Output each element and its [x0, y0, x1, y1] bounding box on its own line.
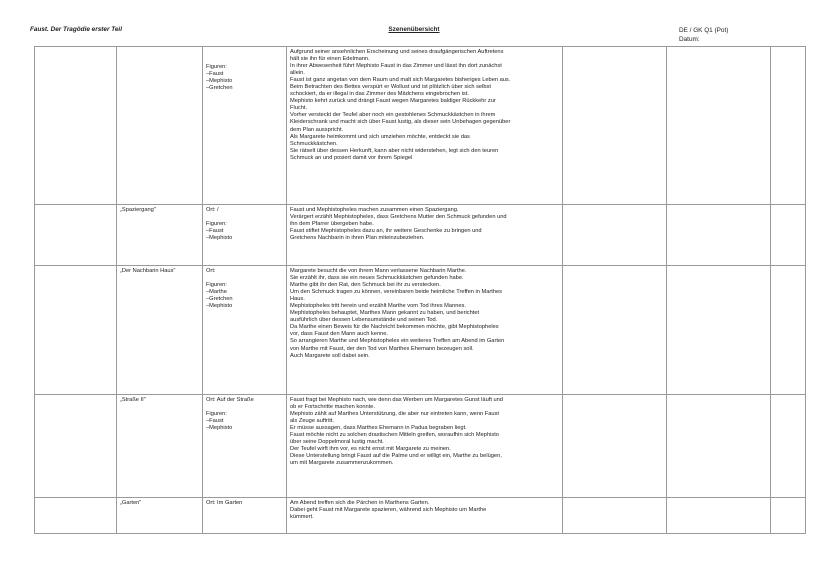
table-row	[35, 205, 806, 266]
notes-cell-3	[771, 266, 806, 395]
notes-cell-2	[667, 47, 771, 205]
course-label: DE / GK Q1 (Pot)	[679, 27, 729, 34]
figures-label: Figuren:	[206, 282, 227, 289]
place-label: Ort: Auf der Straße	[206, 397, 254, 403]
spacer	[206, 214, 283, 221]
notes-cell-2	[667, 498, 771, 534]
content-line: Sie rätselt über dessen Herkunft, kann aber nicht widerstehen, legt sich den teuren	[290, 147, 499, 154]
figures-label: Figuren:	[206, 64, 227, 70]
content-line: Flucht.	[290, 105, 308, 112]
table-row	[35, 498, 806, 534]
notes-cell-2	[667, 266, 771, 395]
scene-table	[34, 46, 806, 534]
content-line: hält sie ihn für einen Edelmann.	[290, 56, 370, 63]
content-line: Faust stiftet Mephistopheles dazu an, ihr weitere Geschenke zu bringen und	[290, 228, 482, 235]
content-line: Sie erzählt ihr, dass sie ein neues Schmuckkästchen gefunden habe.	[290, 275, 464, 282]
content-line: Haus.	[290, 296, 305, 303]
place-figures-cell	[203, 498, 287, 534]
content-line: Dabei geht Faust mit Margarete spazieren, während sich Mephisto um Marthe	[290, 507, 487, 514]
content-line: Verärgert erzählt Mephistopheles, dass Gretchens Mutter den Schmuck gefunden und	[290, 214, 507, 221]
notes-cell-2	[667, 205, 771, 266]
content-line: kümmert.	[290, 514, 314, 521]
content-line: Da Marthe einen Beweis für die Nachricht bekommen möchte, gibt Mephistopheles	[290, 324, 499, 331]
content-line: Mephisto zählt auf Marthes Unterstützung, die aber nur eintreten kann, wenn Faust	[290, 411, 499, 418]
figure-item: –Mephisto	[206, 303, 233, 310]
figure-item: –Faust	[206, 228, 224, 235]
place-figures-cell	[203, 205, 287, 266]
content-line: Schmuck an und posiert damit vor ihrem Spiegel	[290, 154, 413, 161]
scene-title: „Garten"	[120, 500, 142, 506]
notes-cell-1	[563, 498, 667, 534]
content-cell	[287, 47, 563, 205]
content-line: Der Teufel wirft ihm vor, es nicht ernst mit Margarete zu meinen.	[290, 446, 451, 453]
notes-cell-3	[771, 205, 806, 266]
content-line: Diese Unterstellung bringt Faust auf die Palme und er willigt ein, Marthe zu belügen,	[290, 453, 502, 460]
content-line: Um den Schmuck tragen zu können, vereinbaren beide heimliche Treffen in Marthes	[290, 289, 503, 296]
notes-cell-1	[563, 47, 667, 205]
content-line: In ihrer Abwesenheit führt Mephisto Faust in das Zimmer und lässt ihn dort zunächst	[290, 63, 502, 70]
content-line: Vorher versteckt der Teufel aber noch ein gestohlenes Schmuckkästchen in ihrem	[290, 112, 496, 119]
place-label: Ort:	[206, 268, 216, 274]
content-line: Faust und Mephistopheles machen zusammen einen Spaziergang.	[290, 207, 459, 213]
scene-title: „Der Nachbarin Haus"	[120, 268, 176, 274]
notes-cell-2	[667, 395, 771, 498]
content-line: Am Abend treffen sich die Pärchen in Marthens Garten.	[290, 500, 430, 506]
content-line: allein.	[290, 70, 305, 77]
content-line: um mit Margarete zusammenzukommen.	[290, 460, 394, 467]
content-line: Faust ist ganz angetan von dem Raum und malt sich Margaretes bisheriges Leben aus.	[290, 77, 511, 84]
place-label: Ort: Im Garten	[206, 500, 243, 506]
scene-cell	[117, 498, 203, 534]
content-line: Beim Betrachten des Bettes verspürt er Wollust und ist plötzlich über sich selbst	[290, 84, 491, 91]
content-line: Er müsse aussagen, dass Marthes Ehemann in Padua begraben liegt.	[290, 425, 467, 432]
content-line: Margarete besucht die von ihrem Mann verlassene Nachbarin Marthe.	[290, 268, 467, 274]
content-line: Kleiderschrank und macht sich über Faust lustig, als dieser sein Unbehagen gegenüber	[290, 119, 511, 126]
scene-cell	[117, 395, 203, 498]
content-line: schockiert, da er illegal in das Zimmer des Mädchens eingebrochen ist.	[290, 91, 469, 98]
content-cell	[287, 205, 563, 266]
table-row	[35, 395, 806, 498]
scene-cell	[117, 266, 203, 395]
content-line: Schmuckkästchen.	[290, 140, 338, 147]
header-right	[679, 26, 728, 44]
scene-title: „Straße II"	[120, 397, 146, 403]
figure-item: –Mephisto	[206, 425, 233, 432]
scene-cell	[117, 205, 203, 266]
content-cell	[287, 395, 563, 498]
place-figures-cell	[203, 395, 287, 498]
content-line: vor, dass Faust den Mann auch kenne.	[290, 331, 389, 338]
content-line: Faust möchte nicht zu solchen drastischen Mitteln greifen, woraufhin sich Mephisto	[290, 432, 499, 439]
work-title: Faust. Der Tragödie erster Teil	[30, 26, 122, 33]
figure-item: –Marthe	[206, 289, 227, 296]
figure-item: –Faust	[206, 418, 224, 425]
blank-cell	[35, 47, 117, 205]
content-line: Mephisto kehrt zurück und drängt Faust wegen Margaretes baldiger Rückkehr zur	[290, 98, 496, 105]
notes-cell-1	[563, 266, 667, 395]
notes-cell-3	[771, 47, 806, 205]
figures-label: Figuren:	[206, 221, 227, 228]
content-line: Faust fragt bei Mephisto nach, wie denn das Werben um Margaretes Gunst läuft und	[290, 397, 503, 403]
scene-cell	[117, 47, 203, 205]
content-line: über seine Doppelmoral lustig macht.	[290, 439, 384, 446]
blank-cell	[35, 266, 117, 395]
content-line: ob er Fortschritte machen konnte.	[290, 404, 376, 411]
place-figures-cell	[203, 47, 287, 205]
content-line: Gretchens Nachbarin in ihren Plan miteinzubeziehen.	[290, 235, 425, 242]
figure-item: –Gretchen	[206, 85, 233, 92]
figures-label: Figuren:	[206, 411, 227, 418]
figure-item: –Gretchen	[206, 296, 233, 303]
content-line: Marthe gibt ihr den Rat, den Schmuck bei ihr zu verstecken.	[290, 282, 441, 289]
place-figures-cell	[203, 266, 287, 395]
date-label: Datum:	[679, 36, 700, 43]
blank-cell	[35, 498, 117, 534]
table-row	[35, 266, 806, 395]
place-label: Ort: /	[206, 207, 219, 213]
notes-cell-3	[771, 395, 806, 498]
content-line: Auch Margarete soll dabei sein.	[290, 352, 370, 359]
content-line: als Zeuge auftritt.	[290, 418, 334, 425]
content-line: So arrangieren Marthe und Mephistopheles ein weiteres Treffen am Abend im Garten	[290, 338, 505, 345]
spacer	[206, 404, 283, 411]
content-cell	[287, 498, 563, 534]
blank-cell	[35, 205, 117, 266]
content-line: von Marthe mit Faust, der den Tod von Marthes Ehemann bezeugen soll.	[290, 345, 474, 352]
content-line: ausführlich über dessen Lebensumstände und seinen Tod.	[290, 317, 438, 324]
figure-item: –Faust	[206, 71, 224, 78]
content-cell	[287, 266, 563, 395]
content-line: Als Margarete heimkommt und sich umziehen möchte, entdeckt sie das	[290, 133, 470, 140]
spacer	[206, 275, 283, 282]
blank-cell	[35, 395, 117, 498]
figure-item: –Mephisto	[206, 235, 233, 242]
figure-item: –Mephisto	[206, 78, 233, 85]
document-title: Szenenübersicht	[388, 26, 440, 33]
scene-title: „Spaziergang"	[120, 207, 156, 213]
content-line: Mephistopheles behauptet, Marthes Mann gekannt zu haben, und berichtet	[290, 310, 480, 317]
content-line: Mephistopheles tritt herein und erzählt Marthe vom Tod ihres Mannes.	[290, 303, 466, 310]
content-line: dem Plan ausspricht.	[290, 126, 344, 133]
table-row	[35, 47, 806, 205]
notes-cell-1	[563, 205, 667, 266]
content-line: Aufgrund seiner ansehnlichen Erscheinung und seines draufgängerischen Auftretens	[290, 49, 504, 55]
notes-cell-1	[563, 395, 667, 498]
notes-cell-3	[771, 498, 806, 534]
content-line: ihn dem Pfarrer übergeben habe.	[290, 221, 374, 228]
